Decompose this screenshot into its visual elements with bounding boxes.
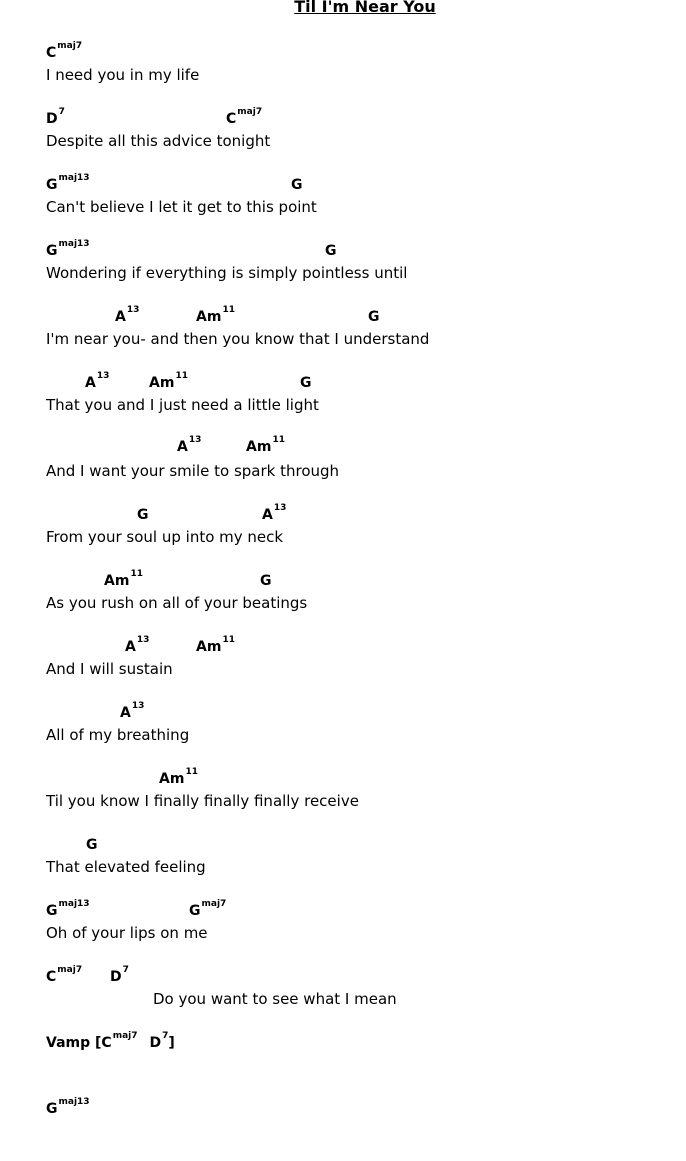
lyric-line: Can't believe I let it get to this point bbox=[46, 198, 317, 216]
chord-extension: 11 bbox=[185, 767, 198, 777]
chord-root: C bbox=[226, 111, 237, 127]
chord-label bbox=[46, 107, 65, 128]
chord-extension: 7 bbox=[162, 1031, 169, 1041]
chord-root: D bbox=[110, 969, 122, 985]
chord-label bbox=[137, 506, 150, 524]
chord-root: A bbox=[120, 705, 131, 721]
chord-label bbox=[325, 242, 338, 260]
lyric-line: That elevated feeling bbox=[46, 858, 206, 876]
chord-root: G bbox=[86, 837, 98, 853]
chord-extension: 11 bbox=[272, 435, 285, 445]
chord-root: A bbox=[262, 507, 273, 523]
chord-label bbox=[177, 435, 202, 456]
chord-extension: 11 bbox=[222, 635, 235, 645]
chord-label bbox=[246, 435, 285, 456]
lyric-line: As you rush on all of your beatings bbox=[46, 594, 308, 612]
lyric-line: I need you in my life bbox=[46, 66, 200, 84]
chord-extension: maj7 bbox=[57, 965, 83, 975]
chord-label bbox=[104, 569, 143, 590]
lyric-line: Do you want to see what I mean bbox=[153, 990, 397, 1008]
chord-root: G bbox=[189, 903, 201, 919]
chord-extension: maj13 bbox=[58, 899, 90, 909]
chord-label bbox=[46, 173, 90, 194]
chord-root: G bbox=[137, 507, 149, 523]
chord-label bbox=[46, 239, 90, 260]
chord-extension: 7 bbox=[122, 965, 129, 975]
chord-root: Am bbox=[159, 771, 185, 787]
chord-root: G bbox=[46, 1101, 58, 1117]
chord-extension: maj13 bbox=[58, 1097, 90, 1107]
chord-label bbox=[262, 503, 287, 524]
lyric-line: And I want your smile to spark through bbox=[46, 462, 340, 480]
chord-label bbox=[46, 965, 83, 986]
lyric-line: All of my breathing bbox=[46, 726, 190, 744]
chord-root: C bbox=[46, 969, 57, 985]
chord-label bbox=[86, 836, 99, 854]
chord-root: G bbox=[46, 903, 58, 919]
chord-label bbox=[159, 767, 198, 788]
chord-root: A bbox=[85, 375, 96, 391]
chord-label bbox=[300, 374, 313, 392]
chord-root: Am bbox=[196, 639, 222, 655]
chord-root: C bbox=[46, 45, 57, 61]
chord-root: G bbox=[368, 309, 380, 325]
chord-label bbox=[85, 371, 110, 392]
chord-root: G bbox=[291, 177, 303, 193]
chord-label bbox=[189, 899, 227, 920]
chord-extension: 7 bbox=[58, 107, 65, 117]
chord-label bbox=[125, 635, 150, 656]
chord-extension: maj7 bbox=[201, 899, 227, 909]
chord-extension: 13 bbox=[136, 635, 150, 645]
chord-label bbox=[260, 572, 273, 590]
vamp-close: ] bbox=[168, 1035, 175, 1051]
chord-root: Am bbox=[246, 439, 272, 455]
chord-extension: maj7 bbox=[237, 107, 263, 117]
chord-label bbox=[368, 308, 381, 326]
chord-root: A bbox=[115, 309, 126, 325]
lyric-line: Wondering if everything is simply pointless until bbox=[46, 264, 408, 282]
lyric-line: Til you know I finally finally finally receive bbox=[46, 792, 359, 810]
chord-label bbox=[46, 899, 90, 920]
chord-root: Am bbox=[196, 309, 222, 325]
chord-extension: 11 bbox=[175, 371, 188, 381]
chord-extension: 13 bbox=[96, 371, 110, 381]
lyric-line: That you and I just need a little light bbox=[46, 396, 319, 414]
chord-label bbox=[120, 701, 145, 722]
lyric-line: I'm near you- and then you know that I understand bbox=[46, 330, 430, 348]
chord-root: G bbox=[46, 177, 58, 193]
chord-root: C bbox=[101, 1035, 112, 1051]
chord-extension: maj13 bbox=[58, 173, 90, 183]
chord-label bbox=[115, 305, 140, 326]
chord-label bbox=[110, 965, 129, 986]
chord-root: Am bbox=[149, 375, 175, 391]
chord-extension: maj7 bbox=[57, 41, 83, 51]
chord-root: Am bbox=[104, 573, 130, 589]
chord-extension: 13 bbox=[188, 435, 202, 445]
chord-label bbox=[46, 41, 83, 62]
chord-root: G bbox=[325, 243, 337, 259]
vamp-line bbox=[46, 1031, 175, 1052]
chord-extension: maj7 bbox=[112, 1031, 138, 1041]
lyric-line: Oh of your lips on me bbox=[46, 924, 208, 942]
chord-extension: 13 bbox=[273, 503, 287, 513]
chord-label bbox=[149, 371, 188, 392]
chord-root: D bbox=[149, 1035, 162, 1051]
chord-root: D bbox=[46, 111, 58, 127]
chord-label bbox=[291, 176, 304, 194]
chord-extension: maj13 bbox=[58, 239, 90, 249]
chord-root: G bbox=[300, 375, 312, 391]
lyric-line: Despite all this advice tonight bbox=[46, 132, 271, 150]
chord-root: A bbox=[177, 439, 188, 455]
final-chord bbox=[46, 1097, 90, 1118]
chord-extension: 13 bbox=[126, 305, 140, 315]
chord-label bbox=[226, 107, 263, 128]
chord-label bbox=[196, 635, 235, 656]
chord-extension: 11 bbox=[222, 305, 235, 315]
chord-root: G bbox=[260, 573, 272, 589]
chord-extension: 11 bbox=[130, 569, 143, 579]
chord-root: A bbox=[125, 639, 136, 655]
song-title: Til I'm Near You bbox=[294, 0, 436, 16]
vamp-label: Vamp [ bbox=[46, 1035, 102, 1051]
chord-root: G bbox=[46, 243, 58, 259]
chord-label bbox=[196, 305, 235, 326]
chord-extension: 13 bbox=[131, 701, 145, 711]
lyric-line: And I will sustain bbox=[46, 660, 173, 678]
lyric-line: From your soul up into my neck bbox=[46, 528, 284, 546]
